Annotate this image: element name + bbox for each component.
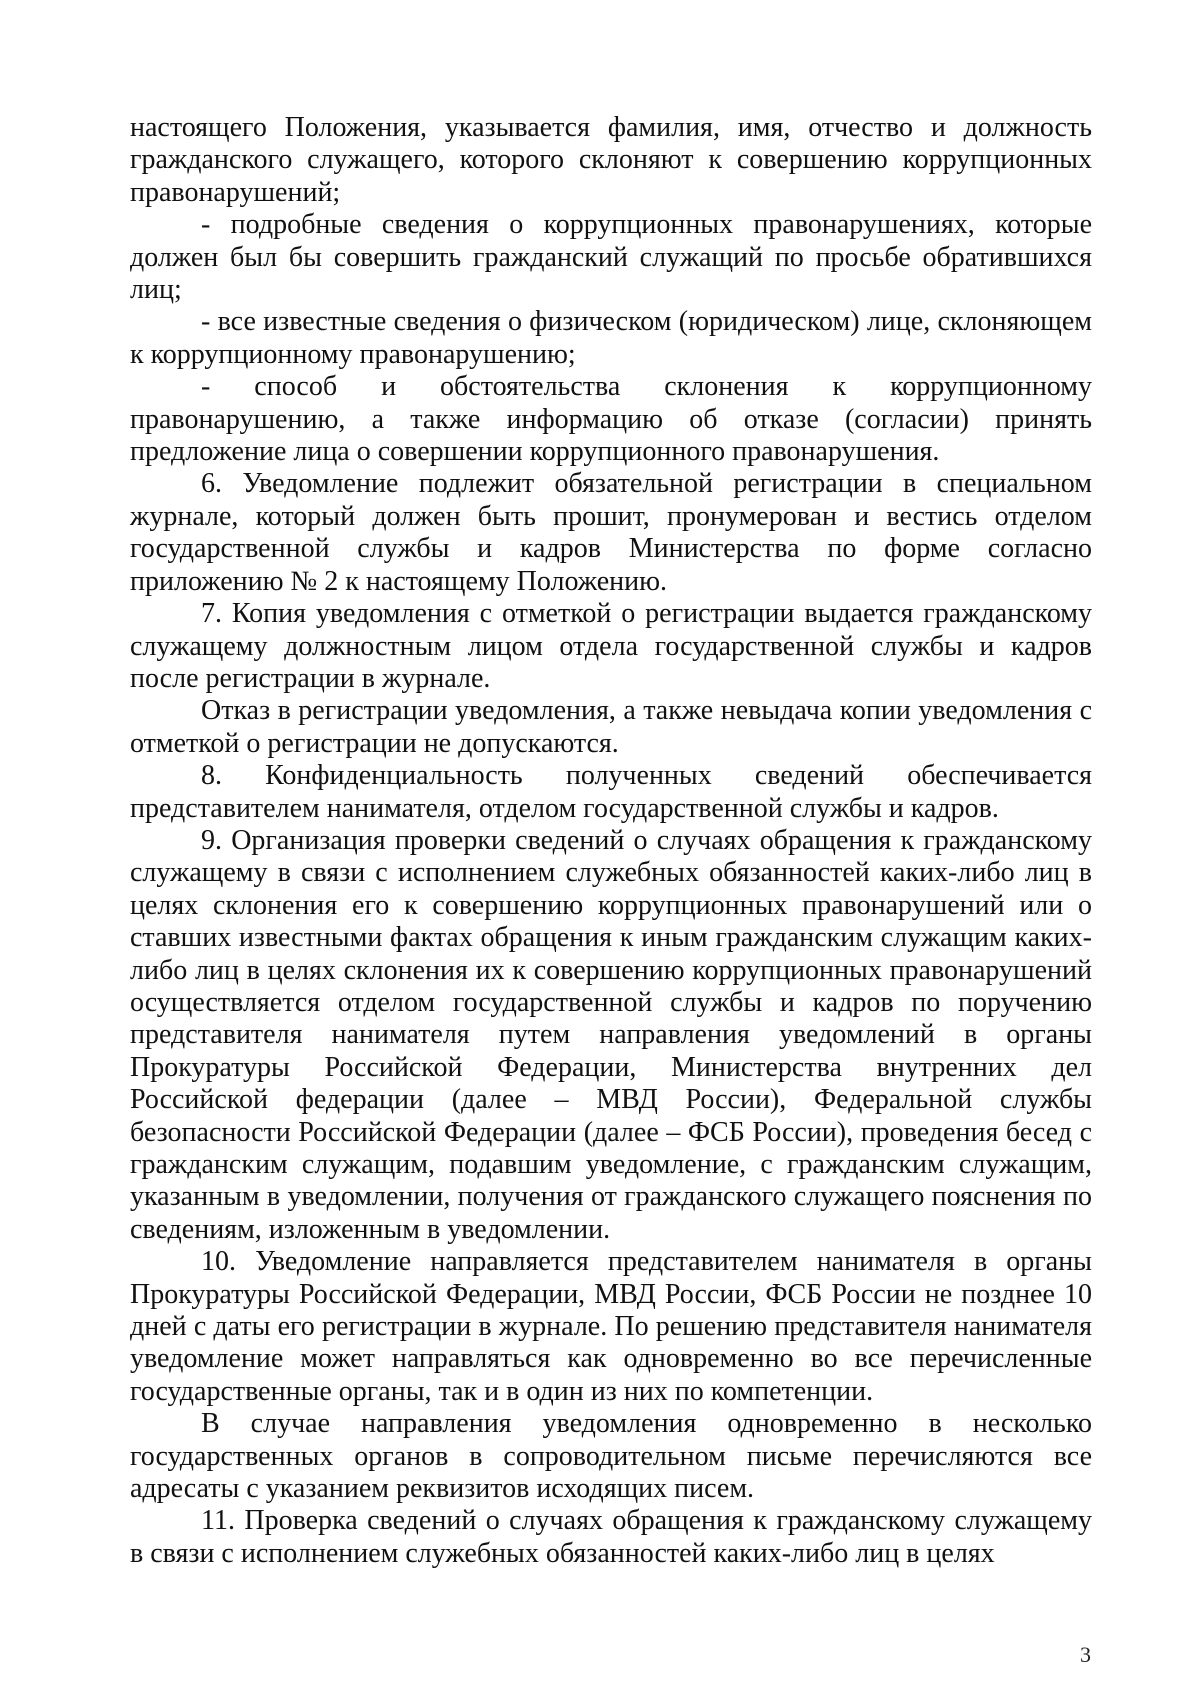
paragraph-item-8: 8. Конфиденциальность полученных сведений обеспечивается представителем нанимателя, отделом государственной службы и кадров. <box>130 760 1092 824</box>
paragraph-continuation: настоящего Положения, указывается фамилия, имя, отчество и должность гражданского служащего, которого склоняют к совершению коррупционных правонарушений; <box>130 112 1092 208</box>
paragraph-item-10-multiple: В случае направления уведомления одновременно в несколько государственных органов в сопроводительном письме перечисляются все адресаты с указанием реквизитов исходящих писем. <box>130 1408 1092 1505</box>
paragraph-item-11: 11. Проверка сведений о случаях обращения к гражданскому служащему в связи с исполнением служебных обязанностей каких-либо лиц в целях <box>130 1505 1092 1569</box>
document-body <box>130 112 1092 1570</box>
paragraph-item-7-refusal: Отказ в регистрации уведомления, а также невыдача копии уведомления с отметкой о регистрации не допускаются. <box>130 695 1092 759</box>
page-number: 3 <box>1080 1642 1091 1667</box>
paragraph-item-7: 7. Копия уведомления с отметкой о регистрации выдается гражданскому служащему должностным лицом отдела государственной службы и кадров после регистрации в журнале. <box>130 598 1092 694</box>
paragraph-list-item-method: - способ и обстоятельства склонения к коррупционному правонарушению, а также информацию об отказе (согласии) принять предложение лица о совершении коррупционного правонарушения. <box>130 371 1092 468</box>
paragraph-list-item-details: - подробные сведения о коррупционных правонарушениях, которые должен был бы совершить гражданский служащий по просьбе обратившихся лиц; <box>130 209 1092 306</box>
paragraph-item-10: 10. Уведомление направляется представителем нанимателя в органы Прокуратуры Российской Федерации, МВД России, ФСБ России не позднее 10 дней с даты его регистрации в журнале. По решению представителя нанимателя уведомление может направляться как одновременно во все перечисленные государственные органы, так и в один из них по компетенции. <box>130 1246 1092 1407</box>
paragraph-list-item-person: - все известные сведения о физическом (юридическом) лице, склоняющем к коррупционному правонарушению; <box>130 306 1092 370</box>
paragraph-item-9: 9. Организация проверки сведений о случаях обращения к гражданскому служащему в связи с исполнением служебных обязанностей каких-либо лиц в целях склонения его к совершению коррупционных правонарушений или о ставших известными фактах обращения к иным гражданским служащим каких-либо лиц в целях склонения их к совершению коррупционных правонарушений осуществляется отделом государственной службы и кадров по поручению представителя нанимателя путем направления уведомлений в органы Прокуратуры Российской Федерации, Министерства внутренних дел Российской федерации (далее – МВД России), Федеральной службы безопасности Российской Федерации (далее – ФСБ России), проведения бесед с гражданским служащим, подавшим уведомление, с гражданским служащим, указанным в уведомлении, получения от гражданского служащего пояснения по сведениям, изложенным в уведомлении. <box>130 824 1092 1245</box>
paragraph-item-6: 6. Уведомление подлежит обязательной регистрации в специальном журнале, который должен быть прошит, пронумерован и вестись отделом государственной службы и кадров Министерства по форме согласно приложению № 2 к настоящему Положению. <box>130 468 1092 597</box>
